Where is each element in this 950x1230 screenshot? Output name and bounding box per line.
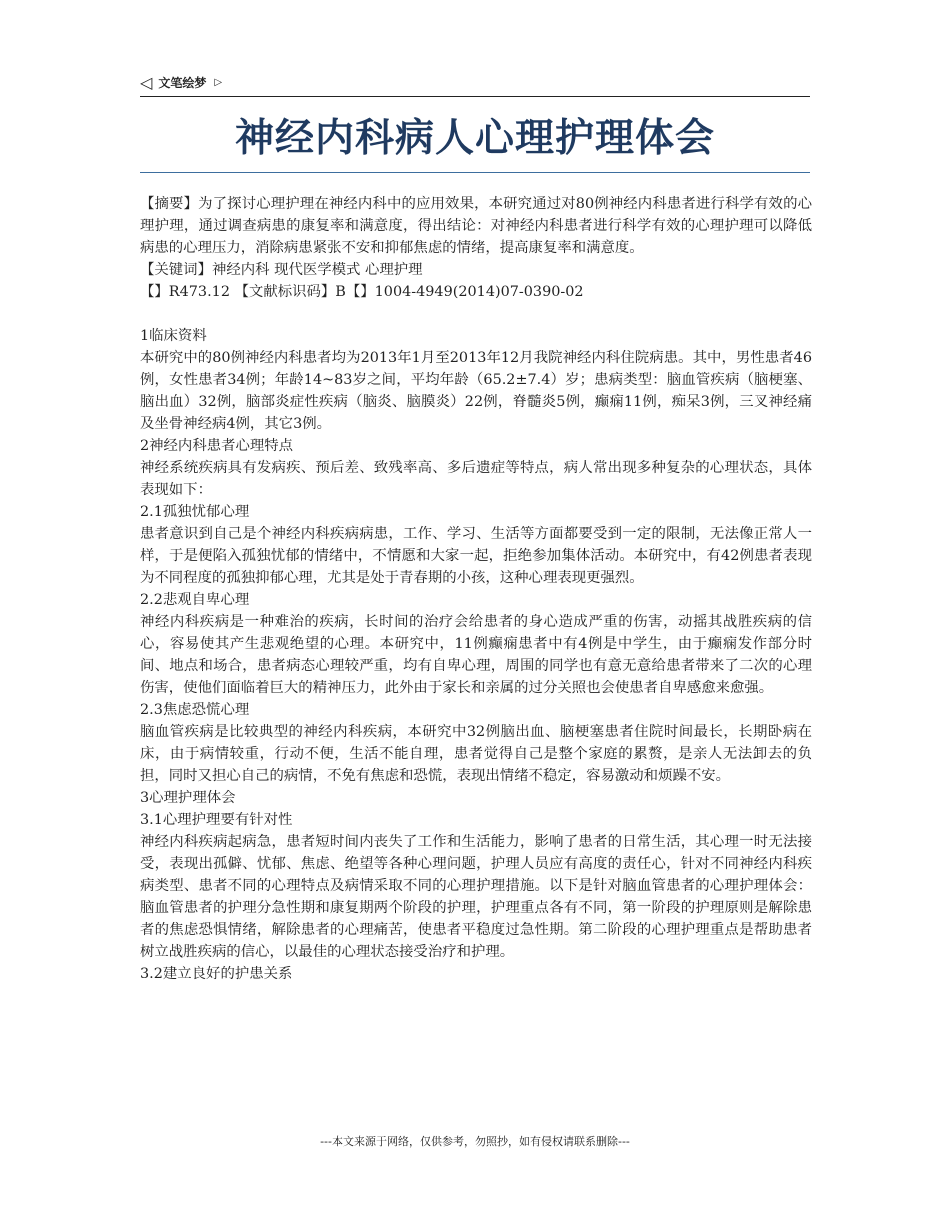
subsection-heading: 2.2悲观自卑心理 <box>140 592 250 608</box>
page-header <box>140 74 810 97</box>
spacer <box>140 303 812 325</box>
title-divider <box>140 172 810 173</box>
section-paragraph: 神经内科疾病是一种难治的疾病，长时间的治疗会给患者的身心造成严重的伤害，动摇其战胜疾病的信心，容易使其产生悲观绝望的心理。本研究中，11例癫痫患者中有4例是中学生，由于癫痫发作部分时间、地点和场合，患者病态心理较严重，均有自卑心理，周围的同学也有意无意给患者带来了二次的心理伤害，使他们面临着巨大的精神压力，此外由于家长和亲属的过分关照也会使患者自卑感愈来愈强。 <box>140 614 812 696</box>
section-heading: 2神经内科患者心理特点 <box>140 438 294 454</box>
section-paragraph: 患者意识到自己是个神经内科疾病病患，工作、学习、生活等方面都要受到一定的限制，无法像正常人一样，于是便陷入孤独忧郁的情绪中，不情愿和大家一起，拒绝参加集体活动。本研究中，有42例患者表现为不同程度的孤独抑郁心理，尤其是处于青春期的小孩，这种心理表现更强烈。 <box>140 526 812 586</box>
brand-text: 文笔绘梦 <box>158 76 207 90</box>
section-paragraph: 本研究中的80例神经内科患者均为2013年1月至2013年12月我院神经内科住院病患。其中，男性患者46例，女性患者34例；年龄14~83岁之间，平均年龄（65.2±7.4）岁；患病类型：脑血管疾病（脑梗塞、脑出血）32例，脑部炎症性疾病（脑炎、脑膜炎）22例，脊髓炎5例，癫痫11例，痴呆3例，三叉神经痛及坐骨神经病4例，其它3例。 <box>140 350 812 432</box>
section-paragraph: 神经内科疾病起病急，患者短时间内丧失了工作和生活能力，影响了患者的日常生活，其心理一时无法接受，表现出孤僻、忧郁、焦虑、绝望等各种心理问题，护理人员应有高度的责任心，针对不同神经内科疾病类型、患者不同的心理特点及病情采取不同的心理护理措施。以下是针对脑血管患者的心理护理体会：脑血管患者的护理分急性期和康复期两个阶段的护理，护理重点各有不同，第一阶段的护理原则是解除患者的焦虑恐惧情绪，解除患者的心理痛苦，使患者平稳度过急性期。第二阶段的心理护理重点是帮助患者树立战胜疾病的信心，以最佳的心理状态接受治疗和护理。 <box>140 834 812 960</box>
subsection-heading: 3.2建立良好的护患关系 <box>140 966 293 982</box>
subsection-heading: 3.1心理护理要有针对性 <box>140 812 293 828</box>
keywords: 【关键词】神经内科 现代医学模式 心理护理 <box>140 262 423 278</box>
brand <box>140 74 222 91</box>
section-heading: 3心理护理体会 <box>140 790 236 806</box>
triangle-left-icon: ◁ <box>140 72 153 92</box>
triangle-right-icon: ▷ <box>214 77 223 88</box>
subsection-heading: 2.1孤独忧郁心理 <box>140 504 250 520</box>
section-paragraph: 神经系统疾病具有发病疾、预后差、致残率高、多后遗症等特点，病人常出现多种复杂的心理状态，具体表现如下： <box>140 460 812 498</box>
document-title: 神经内科病人心理护理体会 <box>234 116 715 161</box>
subsection-heading: 2.3焦虑恐慌心理 <box>140 702 250 718</box>
footer-disclaimer: ---本文来源于网络，仅供参考，勿照抄，如有侵权请联系删除--- <box>320 1135 630 1148</box>
document-body <box>140 193 812 985</box>
classification: 【】R473.12 【文献标识码】B【】1004-4949(2014)07-0390-02 <box>140 284 584 300</box>
section-heading: 1临床资料 <box>140 328 207 344</box>
abstract: 【摘要】为了探讨心理护理在神经内科中的应用效果，本研究通过对80例神经内科患者进行科学有效的心理护理，通过调查病患的康复率和满意度，得出结论：对神经内科患者进行科学有效的心理护理可以降低病患的心理压力，消除病患紧张不安和抑郁焦虑的情绪，提高康复率和满意度。 <box>140 196 812 256</box>
section-paragraph: 脑血管疾病是比较典型的神经内科疾病，本研究中32例脑出血、脑梗塞患者住院时间最长，长期卧病在床，由于病情较重，行动不便，生活不能自理，患者觉得自己是整个家庭的累赘，是亲人无法卸去的负担，同时又担心自己的病情，不免有焦虑和恐慌，表现出情绪不稳定，容易激动和烦躁不安。 <box>140 724 812 784</box>
